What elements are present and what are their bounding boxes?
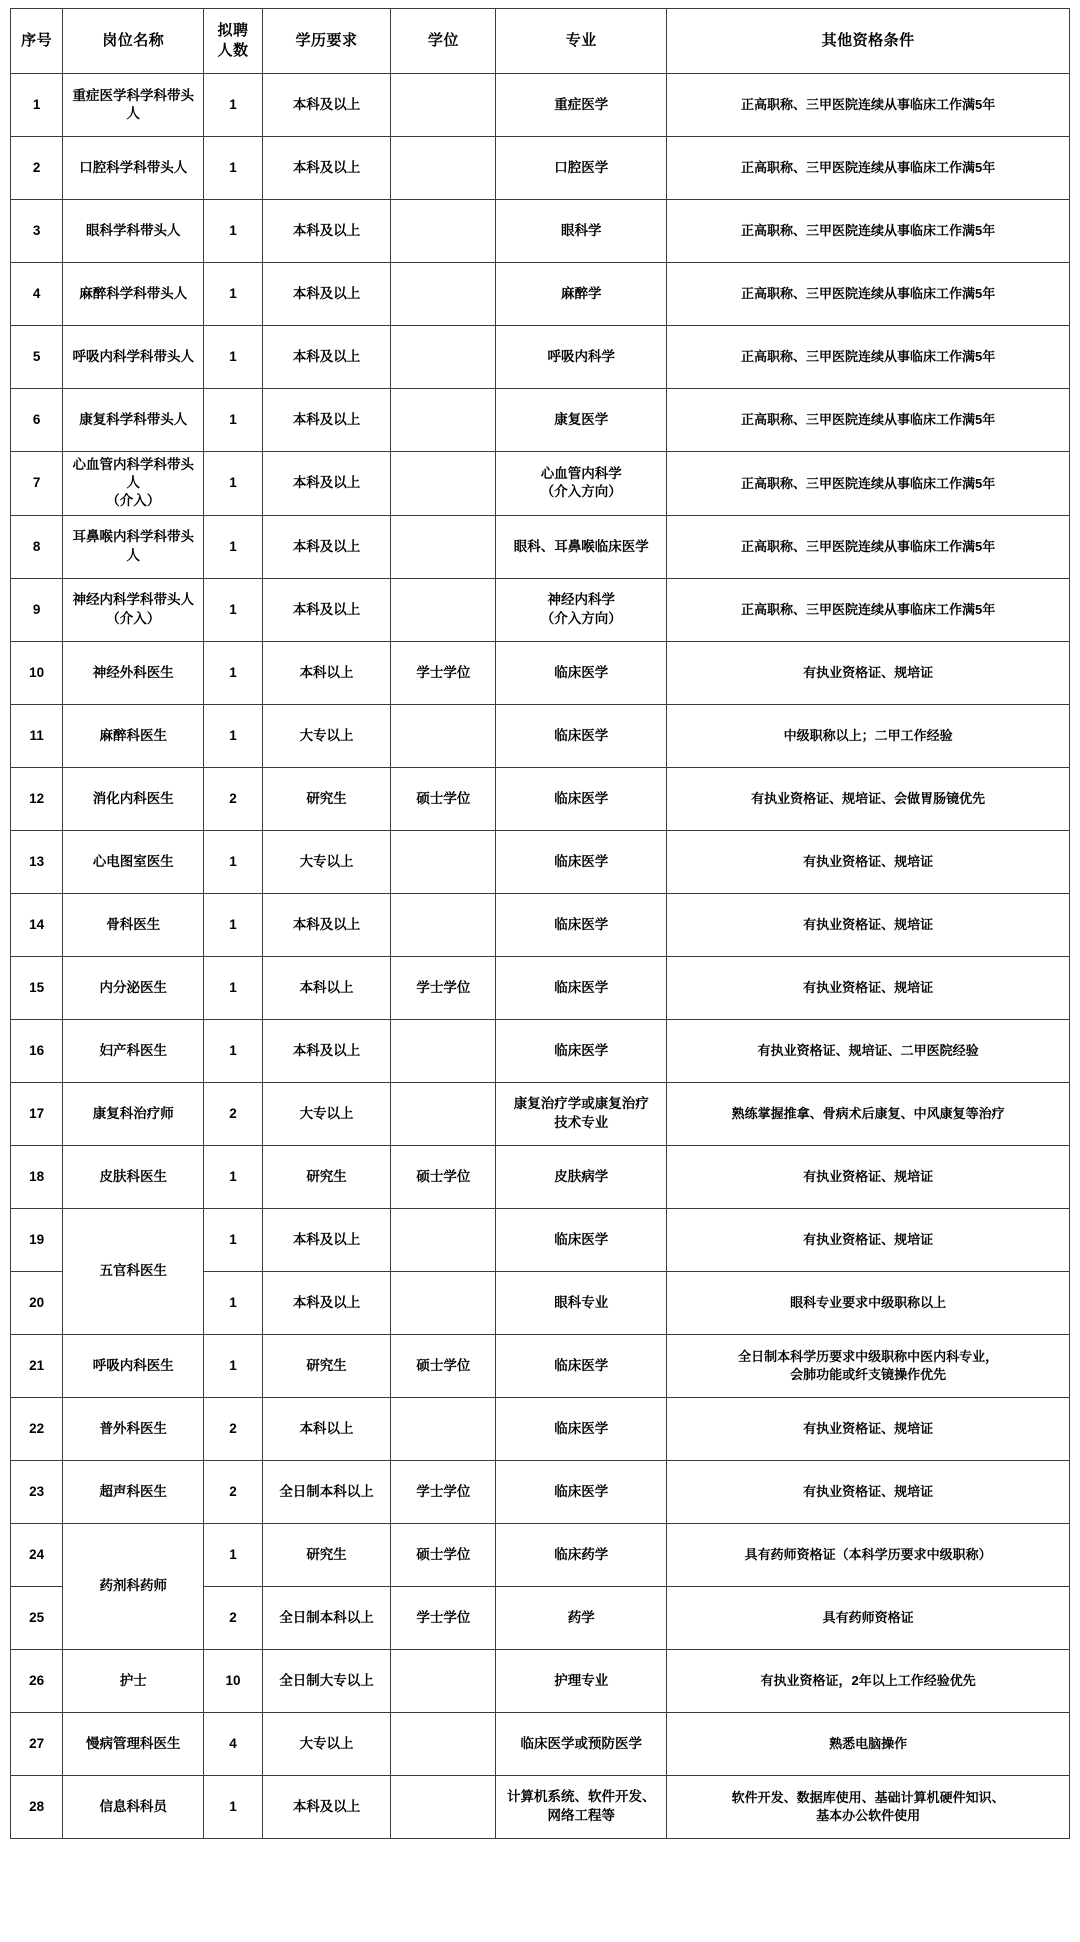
cell-major: 康复治疗学或康复治疗 技术专业 bbox=[496, 1082, 667, 1145]
cell-education: 本科及以上 bbox=[262, 74, 391, 137]
cell-major: 康复医学 bbox=[496, 389, 667, 452]
table-row bbox=[11, 326, 1070, 389]
cell-other-requirements: 正高职称、三甲医院连续从事临床工作满5年 bbox=[667, 200, 1070, 263]
cell-headcount: 1 bbox=[204, 389, 262, 452]
cell-post-name: 康复科学科带头人 bbox=[63, 389, 204, 452]
table-row bbox=[11, 956, 1070, 1019]
cell-degree bbox=[391, 263, 496, 326]
cell-other-requirements: 具有药师资格证（本科学历要求中级职称） bbox=[667, 1523, 1070, 1586]
cell-education: 本科及以上 bbox=[262, 893, 391, 956]
cell-index: 14 bbox=[11, 893, 63, 956]
cell-education: 本科及以上 bbox=[262, 1271, 391, 1334]
cell-major: 心血管内科学 （介入方向） bbox=[496, 452, 667, 516]
cell-other-requirements: 软件开发、数据库使用、基础计算机硬件知识、 基本办公软件使用 bbox=[667, 1775, 1070, 1838]
cell-degree bbox=[391, 1208, 496, 1271]
cell-education: 本科及以上 bbox=[262, 200, 391, 263]
cell-index: 3 bbox=[11, 200, 63, 263]
cell-headcount: 2 bbox=[204, 767, 262, 830]
cell-headcount: 4 bbox=[204, 1712, 262, 1775]
cell-index: 5 bbox=[11, 326, 63, 389]
cell-degree bbox=[391, 893, 496, 956]
cell-major: 临床医学或预防医学 bbox=[496, 1712, 667, 1775]
cell-education: 本科及以上 bbox=[262, 452, 391, 516]
cell-degree bbox=[391, 1397, 496, 1460]
cell-other-requirements: 有执业资格证、规培证、二甲医院经验 bbox=[667, 1019, 1070, 1082]
cell-degree bbox=[391, 326, 496, 389]
cell-headcount: 1 bbox=[204, 1334, 262, 1397]
cell-post-name: 心血管内科学科带头人 （介入） bbox=[63, 452, 204, 516]
cell-index: 12 bbox=[11, 767, 63, 830]
cell-index: 4 bbox=[11, 263, 63, 326]
cell-index: 10 bbox=[11, 641, 63, 704]
cell-education: 本科以上 bbox=[262, 1397, 391, 1460]
cell-post-name: 信息科科员 bbox=[63, 1775, 204, 1838]
table-row bbox=[11, 1775, 1070, 1838]
cell-headcount: 2 bbox=[204, 1397, 262, 1460]
cell-post-name: 皮肤科医生 bbox=[63, 1145, 204, 1208]
cell-major: 临床医学 bbox=[496, 1334, 667, 1397]
cell-degree bbox=[391, 1649, 496, 1712]
cell-other-requirements: 中级职称以上；二甲工作经验 bbox=[667, 704, 1070, 767]
cell-degree bbox=[391, 1271, 496, 1334]
cell-other-requirements: 有执业资格证、规培证 bbox=[667, 641, 1070, 704]
cell-major: 临床医学 bbox=[496, 893, 667, 956]
cell-index: 20 bbox=[11, 1271, 63, 1334]
cell-degree: 学士学位 bbox=[391, 956, 496, 1019]
cell-headcount: 1 bbox=[204, 1775, 262, 1838]
cell-education: 本科及以上 bbox=[262, 578, 391, 641]
cell-major: 神经内科学 （介入方向） bbox=[496, 578, 667, 641]
cell-major: 临床药学 bbox=[496, 1523, 667, 1586]
cell-education: 本科及以上 bbox=[262, 1208, 391, 1271]
table-row bbox=[11, 1208, 1070, 1271]
cell-major: 皮肤病学 bbox=[496, 1145, 667, 1208]
cell-other-requirements: 有执业资格证、规培证 bbox=[667, 956, 1070, 1019]
column-header-education: 学历要求 bbox=[262, 9, 391, 74]
cell-other-requirements: 正高职称、三甲医院连续从事临床工作满5年 bbox=[667, 74, 1070, 137]
table-row bbox=[11, 578, 1070, 641]
table-row bbox=[11, 1397, 1070, 1460]
cell-post-name: 内分泌医生 bbox=[63, 956, 204, 1019]
cell-major: 临床医学 bbox=[496, 1460, 667, 1523]
cell-major: 重症医学 bbox=[496, 74, 667, 137]
cell-major: 口腔医学 bbox=[496, 137, 667, 200]
cell-index: 23 bbox=[11, 1460, 63, 1523]
cell-major: 眼科、耳鼻喉临床医学 bbox=[496, 515, 667, 578]
table-row bbox=[11, 515, 1070, 578]
cell-headcount: 1 bbox=[204, 137, 262, 200]
cell-other-requirements: 正高职称、三甲医院连续从事临床工作满5年 bbox=[667, 263, 1070, 326]
cell-degree: 硕士学位 bbox=[391, 1334, 496, 1397]
cell-major: 眼科专业 bbox=[496, 1271, 667, 1334]
table-row bbox=[11, 1082, 1070, 1145]
cell-post-name: 神经外科医生 bbox=[63, 641, 204, 704]
table-row bbox=[11, 452, 1070, 516]
cell-education: 大专以上 bbox=[262, 830, 391, 893]
cell-major: 临床医学 bbox=[496, 1397, 667, 1460]
cell-major: 麻醉学 bbox=[496, 263, 667, 326]
table-row bbox=[11, 74, 1070, 137]
cell-degree bbox=[391, 74, 496, 137]
cell-index: 19 bbox=[11, 1208, 63, 1271]
cell-education: 研究生 bbox=[262, 767, 391, 830]
cell-education: 大专以上 bbox=[262, 1712, 391, 1775]
cell-index: 9 bbox=[11, 578, 63, 641]
cell-major: 计算机系统、软件开发、 网络工程等 bbox=[496, 1775, 667, 1838]
column-header-degree: 学位 bbox=[391, 9, 496, 74]
cell-other-requirements: 有执业资格证、规培证 bbox=[667, 1208, 1070, 1271]
table-row bbox=[11, 1019, 1070, 1082]
cell-other-requirements: 有执业资格证，2年以上工作经验优先 bbox=[667, 1649, 1070, 1712]
cell-other-requirements: 有执业资格证、规培证、会做胃肠镜优先 bbox=[667, 767, 1070, 830]
cell-degree bbox=[391, 1082, 496, 1145]
cell-headcount: 1 bbox=[204, 200, 262, 263]
cell-post-name: 超声科医生 bbox=[63, 1460, 204, 1523]
cell-headcount: 1 bbox=[204, 452, 262, 516]
cell-education: 大专以上 bbox=[262, 1082, 391, 1145]
cell-major: 临床医学 bbox=[496, 767, 667, 830]
cell-index: 6 bbox=[11, 389, 63, 452]
cell-major: 临床医学 bbox=[496, 1019, 667, 1082]
cell-post-name: 消化内科医生 bbox=[63, 767, 204, 830]
cell-major: 护理专业 bbox=[496, 1649, 667, 1712]
table-row bbox=[11, 641, 1070, 704]
cell-headcount: 2 bbox=[204, 1082, 262, 1145]
cell-post-name: 骨科医生 bbox=[63, 893, 204, 956]
table-row bbox=[11, 1145, 1070, 1208]
cell-major: 临床医学 bbox=[496, 704, 667, 767]
cell-index: 21 bbox=[11, 1334, 63, 1397]
table-row bbox=[11, 263, 1070, 326]
cell-other-requirements: 具有药师资格证 bbox=[667, 1586, 1070, 1649]
cell-headcount: 1 bbox=[204, 1271, 262, 1334]
cell-major: 药学 bbox=[496, 1586, 667, 1649]
cell-headcount: 1 bbox=[204, 1208, 262, 1271]
cell-degree bbox=[391, 1019, 496, 1082]
cell-headcount: 1 bbox=[204, 641, 262, 704]
cell-other-requirements: 熟练掌握推拿、骨病术后康复、中风康复等治疗 bbox=[667, 1082, 1070, 1145]
cell-index: 11 bbox=[11, 704, 63, 767]
cell-headcount: 1 bbox=[204, 1523, 262, 1586]
cell-post-name: 康复科治疗师 bbox=[63, 1082, 204, 1145]
cell-index: 8 bbox=[11, 515, 63, 578]
column-header-num-line1: 拟聘 bbox=[217, 21, 249, 39]
cell-degree bbox=[391, 830, 496, 893]
cell-post-name: 药剂科药师 bbox=[63, 1523, 204, 1649]
cell-education: 本科以上 bbox=[262, 641, 391, 704]
job-listing-table bbox=[10, 8, 1070, 1839]
cell-degree bbox=[391, 578, 496, 641]
cell-education: 本科及以上 bbox=[262, 389, 391, 452]
cell-index: 13 bbox=[11, 830, 63, 893]
cell-index: 7 bbox=[11, 452, 63, 516]
table-row bbox=[11, 1334, 1070, 1397]
column-header-other: 其他资格条件 bbox=[667, 9, 1070, 74]
cell-index: 2 bbox=[11, 137, 63, 200]
column-header-num bbox=[204, 9, 262, 74]
cell-index: 17 bbox=[11, 1082, 63, 1145]
cell-post-name: 妇产科医生 bbox=[63, 1019, 204, 1082]
table-row bbox=[11, 389, 1070, 452]
cell-headcount: 1 bbox=[204, 704, 262, 767]
table-row bbox=[11, 830, 1070, 893]
cell-index: 16 bbox=[11, 1019, 63, 1082]
cell-major: 临床医学 bbox=[496, 956, 667, 1019]
column-header-num-line2: 人数 bbox=[217, 42, 249, 59]
cell-post-name: 麻醉科医生 bbox=[63, 704, 204, 767]
cell-post-name: 神经内科学科带头人 （介入） bbox=[63, 578, 204, 641]
cell-other-requirements: 正高职称、三甲医院连续从事临床工作满5年 bbox=[667, 137, 1070, 200]
cell-other-requirements: 全日制本科学历要求中级职称中医内科专业， 会肺功能或纤支镜操作优先 bbox=[667, 1334, 1070, 1397]
cell-major: 眼科学 bbox=[496, 200, 667, 263]
cell-other-requirements: 正高职称、三甲医院连续从事临床工作满5年 bbox=[667, 515, 1070, 578]
cell-other-requirements: 有执业资格证、规培证 bbox=[667, 1460, 1070, 1523]
cell-headcount: 1 bbox=[204, 893, 262, 956]
table-row bbox=[11, 893, 1070, 956]
cell-post-name: 普外科医生 bbox=[63, 1397, 204, 1460]
table-row bbox=[11, 200, 1070, 263]
cell-education: 本科及以上 bbox=[262, 515, 391, 578]
cell-post-name: 呼吸内科学科带头人 bbox=[63, 326, 204, 389]
table-header bbox=[11, 9, 1070, 74]
cell-post-name: 呼吸内科医生 bbox=[63, 1334, 204, 1397]
cell-major: 呼吸内科学 bbox=[496, 326, 667, 389]
table-row bbox=[11, 704, 1070, 767]
cell-education: 研究生 bbox=[262, 1523, 391, 1586]
cell-post-name: 耳鼻喉内科学科带头人 bbox=[63, 515, 204, 578]
cell-post-name: 心电图室医生 bbox=[63, 830, 204, 893]
cell-degree: 硕士学位 bbox=[391, 1523, 496, 1586]
cell-headcount: 1 bbox=[204, 956, 262, 1019]
cell-headcount: 2 bbox=[204, 1460, 262, 1523]
cell-index: 24 bbox=[11, 1523, 63, 1586]
cell-headcount: 1 bbox=[204, 263, 262, 326]
cell-index: 28 bbox=[11, 1775, 63, 1838]
cell-headcount: 1 bbox=[204, 578, 262, 641]
cell-other-requirements: 正高职称、三甲医院连续从事临床工作满5年 bbox=[667, 326, 1070, 389]
cell-index: 18 bbox=[11, 1145, 63, 1208]
cell-degree bbox=[391, 1712, 496, 1775]
cell-other-requirements: 正高职称、三甲医院连续从事临床工作满5年 bbox=[667, 389, 1070, 452]
table-body bbox=[11, 74, 1070, 1839]
cell-degree: 学士学位 bbox=[391, 1586, 496, 1649]
cell-post-name: 麻醉科学科带头人 bbox=[63, 263, 204, 326]
cell-index: 25 bbox=[11, 1586, 63, 1649]
cell-headcount: 1 bbox=[204, 74, 262, 137]
column-header-post: 岗位名称 bbox=[63, 9, 204, 74]
table-row bbox=[11, 767, 1070, 830]
table-row bbox=[11, 1649, 1070, 1712]
cell-degree bbox=[391, 389, 496, 452]
cell-headcount: 1 bbox=[204, 830, 262, 893]
cell-degree bbox=[391, 704, 496, 767]
table-row bbox=[11, 1523, 1070, 1586]
cell-index: 26 bbox=[11, 1649, 63, 1712]
cell-degree bbox=[391, 1775, 496, 1838]
cell-headcount: 10 bbox=[204, 1649, 262, 1712]
cell-degree bbox=[391, 452, 496, 516]
cell-degree: 硕士学位 bbox=[391, 767, 496, 830]
cell-other-requirements: 熟悉电脑操作 bbox=[667, 1712, 1070, 1775]
cell-other-requirements: 有执业资格证、规培证 bbox=[667, 1145, 1070, 1208]
cell-education: 研究生 bbox=[262, 1334, 391, 1397]
cell-education: 本科以上 bbox=[262, 956, 391, 1019]
cell-other-requirements: 有执业资格证、规培证 bbox=[667, 830, 1070, 893]
table-row bbox=[11, 1460, 1070, 1523]
table-row bbox=[11, 137, 1070, 200]
cell-post-name: 慢病管理科医生 bbox=[63, 1712, 204, 1775]
column-header-index: 序号 bbox=[11, 9, 63, 74]
cell-other-requirements: 正高职称、三甲医院连续从事临床工作满5年 bbox=[667, 578, 1070, 641]
cell-index: 27 bbox=[11, 1712, 63, 1775]
cell-other-requirements: 有执业资格证、规培证 bbox=[667, 893, 1070, 956]
cell-education: 研究生 bbox=[262, 1145, 391, 1208]
cell-degree: 学士学位 bbox=[391, 1460, 496, 1523]
cell-headcount: 1 bbox=[204, 1019, 262, 1082]
cell-major: 临床医学 bbox=[496, 1208, 667, 1271]
cell-other-requirements: 正高职称、三甲医院连续从事临床工作满5年 bbox=[667, 452, 1070, 516]
cell-major: 临床医学 bbox=[496, 641, 667, 704]
cell-post-name: 重症医学科学科带头人 bbox=[63, 74, 204, 137]
cell-education: 全日制本科以上 bbox=[262, 1586, 391, 1649]
cell-education: 本科及以上 bbox=[262, 1019, 391, 1082]
cell-education: 本科及以上 bbox=[262, 263, 391, 326]
cell-index: 22 bbox=[11, 1397, 63, 1460]
cell-education: 本科及以上 bbox=[262, 326, 391, 389]
cell-education: 全日制大专以上 bbox=[262, 1649, 391, 1712]
cell-index: 1 bbox=[11, 74, 63, 137]
cell-post-name: 口腔科学科带头人 bbox=[63, 137, 204, 200]
cell-post-name: 眼科学科带头人 bbox=[63, 200, 204, 263]
cell-education: 本科及以上 bbox=[262, 1775, 391, 1838]
cell-headcount: 1 bbox=[204, 1145, 262, 1208]
column-header-major: 专业 bbox=[496, 9, 667, 74]
cell-education: 全日制本科以上 bbox=[262, 1460, 391, 1523]
cell-headcount: 1 bbox=[204, 515, 262, 578]
cell-other-requirements: 眼科专业要求中级职称以上 bbox=[667, 1271, 1070, 1334]
table-row bbox=[11, 1712, 1070, 1775]
cell-headcount: 2 bbox=[204, 1586, 262, 1649]
cell-index: 15 bbox=[11, 956, 63, 1019]
cell-headcount: 1 bbox=[204, 326, 262, 389]
cell-degree bbox=[391, 200, 496, 263]
cell-degree: 硕士学位 bbox=[391, 1145, 496, 1208]
cell-major: 临床医学 bbox=[496, 830, 667, 893]
cell-education: 大专以上 bbox=[262, 704, 391, 767]
cell-education: 本科及以上 bbox=[262, 137, 391, 200]
cell-post-name: 护士 bbox=[63, 1649, 204, 1712]
cell-other-requirements: 有执业资格证、规培证 bbox=[667, 1397, 1070, 1460]
cell-degree bbox=[391, 515, 496, 578]
cell-post-name: 五官科医生 bbox=[63, 1208, 204, 1334]
cell-degree bbox=[391, 137, 496, 200]
cell-degree: 学士学位 bbox=[391, 641, 496, 704]
table-header-row bbox=[11, 9, 1070, 74]
